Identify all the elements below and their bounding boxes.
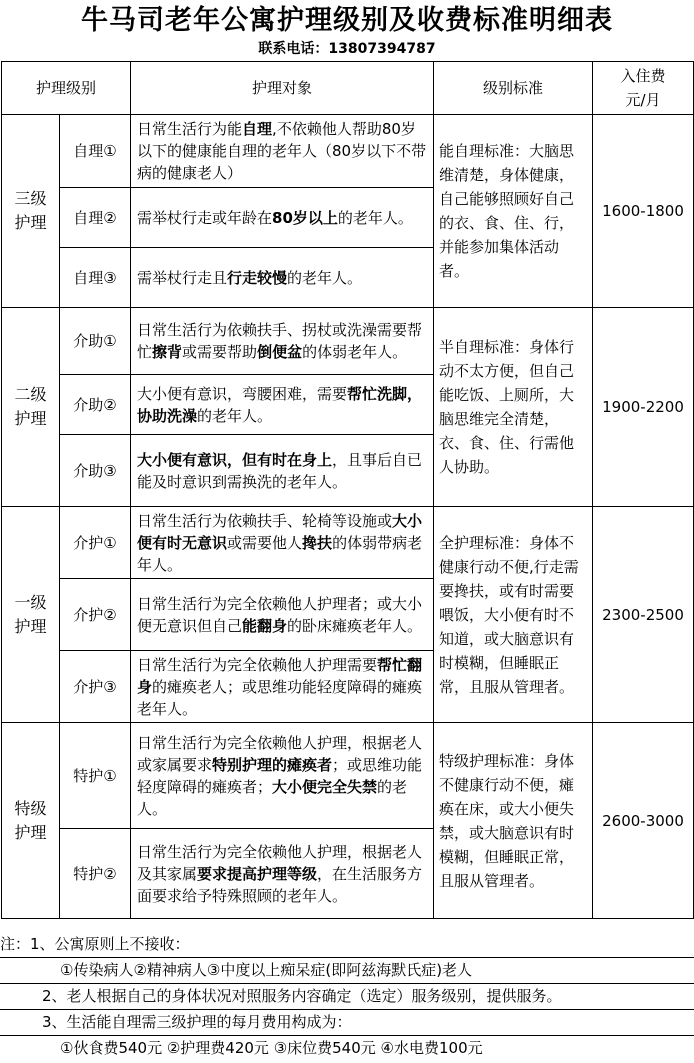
- grade-name: [2, 723, 60, 919]
- sub-level: 介助②: [60, 375, 131, 435]
- care-target: [131, 375, 434, 435]
- target-text: 的老年人。: [197, 406, 273, 425]
- sub-level: 特护②: [60, 829, 131, 919]
- page-title: 牛马司老年公寓护理级别及收费标准明细表: [81, 5, 613, 36]
- care-target: [131, 723, 434, 829]
- target-text: 的老年人。: [337, 208, 413, 227]
- target-text: 需举杖行走或年龄在: [137, 208, 273, 227]
- grade-fee: 2600-3000: [593, 723, 694, 919]
- grade-name-line1: 一级: [14, 592, 47, 612]
- grade-name-line2: 护理: [14, 409, 47, 428]
- fee-table: [1, 61, 694, 919]
- header-standard: 级别标准: [434, 62, 593, 115]
- sub-level: 自理③: [60, 248, 131, 308]
- header-target: 护理对象: [131, 62, 434, 115]
- target-text: 的老年人。: [287, 268, 363, 287]
- sub-level: 自理②: [60, 188, 131, 248]
- target-text: 日常生活行为完全依赖他人护理需要: [137, 655, 378, 674]
- grade-name-line1: 特级: [14, 798, 47, 818]
- grade-name-line1: 三级: [14, 189, 47, 208]
- care-target: [131, 507, 434, 579]
- target-text: ,不依赖他人帮助80岁以下的健康能自理的老年人（80岁以下不带病的健康老人）: [137, 120, 427, 182]
- grade-name-line2: 护理: [14, 213, 47, 232]
- target-text: 的瘫痪老人；或思维功能轻度障碍的瘫痪老年人。: [137, 677, 423, 718]
- sub-level: 介护②: [60, 579, 131, 651]
- target-emphasis: 行走较慢: [227, 268, 288, 287]
- contact-phone: 联系电话：13807394787: [258, 41, 436, 57]
- grade-fee: 2300-2500: [593, 507, 694, 723]
- care-target: [131, 651, 434, 723]
- care-target: [131, 308, 434, 375]
- grade-fee: 1600-1800: [593, 115, 694, 308]
- sub-level: 介护①: [60, 507, 131, 579]
- target-text: 日常生活行为完全依赖他人护理者；或大小便无意识但自己: [137, 594, 423, 635]
- header-row: [2, 62, 694, 115]
- care-target: [131, 188, 434, 248]
- sub-level: 自理①: [60, 115, 131, 188]
- target-text: 日常生活行为依赖扶手、轮椅等设施或: [137, 511, 393, 530]
- target-emphasis: 自理: [242, 120, 273, 138]
- table-row: [2, 308, 694, 375]
- note-2: 2、老人根据自己的身体状况对照服务内容确定（选定）服务级别，提供服务。: [42, 987, 562, 1005]
- care-target: [131, 435, 434, 507]
- target-emphasis: 特别护理的瘫痪者: [212, 755, 333, 774]
- target-text: ；或思维功能轻度障碍的瘫痪者；: [137, 755, 423, 796]
- target-emphasis: 搀扶: [302, 533, 333, 552]
- grade-standard: 全护理标准：身体不健康行动不便,行走需要搀扶，或有时需要喂饭，大小便有时不知道，或大脑意识有时模糊，但睡眠正常，且服从管理者。: [434, 507, 593, 723]
- grade-standard: 特级护理标准：身体不健康行动不便，瘫痪在床，或大小便失禁，或大脑意识有时模糊，但睡眠正常，且服从管理者。: [434, 723, 593, 919]
- grade-name: [2, 115, 60, 308]
- target-emphasis: 要求提高护理等级: [197, 864, 318, 883]
- target-emphasis: 大小便有意识，但有时在身上: [137, 450, 333, 469]
- target-text: 或需要他人: [227, 533, 303, 552]
- target-text: 的卧床瘫痪老年人。: [287, 616, 423, 635]
- care-target: [131, 248, 434, 308]
- note-1: 注：1、公寓原则上不接收：: [0, 935, 190, 953]
- header-level: 护理级别: [2, 62, 131, 115]
- grade-name-line2: 护理: [14, 822, 47, 842]
- table-row: [2, 507, 694, 579]
- sub-level: 介护③: [60, 651, 131, 723]
- target-emphasis: 大小便有时无意识: [137, 511, 423, 552]
- note-3: 3、生活能自理需三级护理的每月费用构成为：: [42, 1013, 352, 1031]
- target-emphasis: 擦背: [152, 343, 183, 361]
- grade-name-line1: 二级: [14, 385, 47, 404]
- target-text: 日常生活行为能: [137, 120, 243, 138]
- care-target: [131, 115, 434, 188]
- note-1-detail: ①传染病人②精神病人③中度以上痴呆症(即阿兹海默氏症)老人: [60, 961, 473, 979]
- grade-standard: 能自理标准：大脑思维清楚，身体健康，自己能够照顾好自己的衣、食、住、行，并能参加集体活动者。: [434, 115, 593, 308]
- target-emphasis: 帮忙洗脚，协助洗澡: [137, 384, 423, 425]
- target-emphasis: 80岁以上: [272, 208, 338, 227]
- target-text: 日常生活行为依赖扶手、拐杖或洗澡需要帮忙: [137, 321, 423, 361]
- target-emphasis: 大小便完全失禁: [272, 777, 378, 796]
- notes: [0, 931, 694, 1061]
- table-row: [2, 723, 694, 829]
- target-text: 大小便有意识，弯腰困难，需要: [137, 384, 348, 403]
- grade-fee: 1900-2200: [593, 308, 694, 507]
- sub-level: 介助③: [60, 435, 131, 507]
- target-text: 日常生活行为完全依赖他人护理，根据老人及其家属: [137, 842, 423, 883]
- target-emphasis: 能翻身: [242, 616, 288, 635]
- sub-level: 介助①: [60, 308, 131, 375]
- grade-name-line2: 护理: [14, 616, 47, 636]
- target-text: 需举杖行走且: [137, 268, 228, 287]
- target-text: 的老人。: [137, 777, 408, 818]
- target-emphasis: 帮忙翻身: [137, 655, 423, 696]
- target-text: 日常生活行为完全依赖他人护理，根据老人或家属要求: [137, 733, 423, 774]
- note-3-detail: ①伙食费540元 ②护理费420元 ③床位费540元 ④水电费100元: [60, 1039, 483, 1057]
- grade-standard: 半自理标准：身体行动不太方便，但自己能吃饭、上厕所，大脑思维完全清楚，衣、食、住、行需他人协助。: [434, 308, 593, 507]
- header-fee: [593, 62, 694, 115]
- sub-level: 特护①: [60, 723, 131, 829]
- target-text: 或需要帮助: [182, 343, 258, 361]
- target-text: ，在生活服务方面要求给予特殊照顾的老年人。: [137, 864, 423, 905]
- target-emphasis: 倒便盆: [257, 343, 303, 361]
- care-target: [131, 829, 434, 919]
- table-row: [2, 115, 694, 188]
- header-fee-line2: 元/月: [625, 91, 661, 109]
- care-target: [131, 579, 434, 651]
- target-text: 的体弱带病老年人。: [137, 533, 423, 574]
- header-fee-line1: 入住费: [620, 67, 666, 85]
- grade-name: [2, 308, 60, 507]
- grade-name: [2, 507, 60, 723]
- target-text: ，且事后自已能及时意识到需换洗的老年人。: [137, 450, 423, 491]
- target-text: 的体弱老年人。: [302, 343, 408, 361]
